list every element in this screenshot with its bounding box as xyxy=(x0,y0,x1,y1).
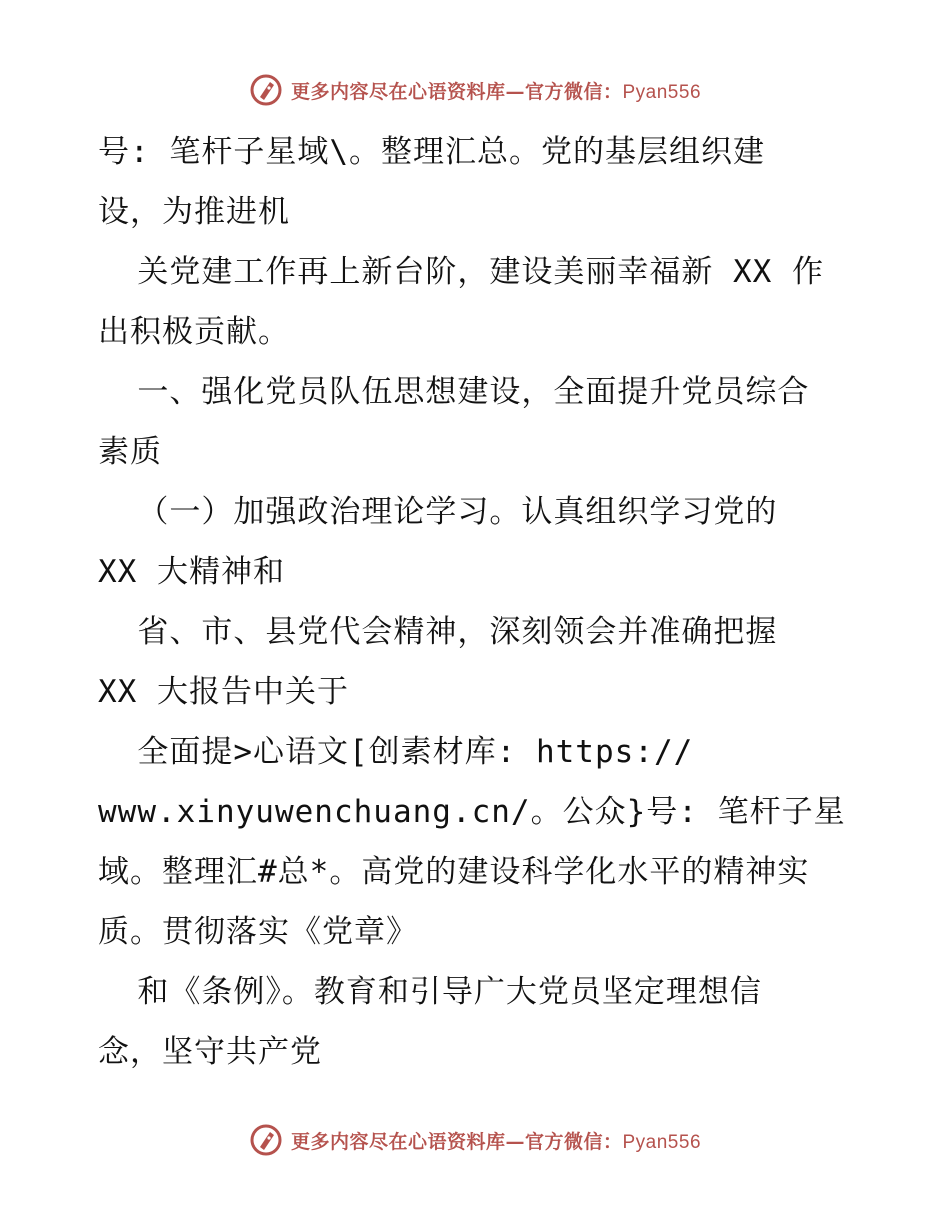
body-line: 质。贯彻落实《党章》 xyxy=(98,914,418,950)
body-line: 设，为推进机 xyxy=(98,194,290,230)
body-line: 和《条例》。教育和引导广大党员坚定理想信 xyxy=(98,974,762,1010)
body-line: www.xinyuwenchuang.cn/。公众}号: 笔杆子星 xyxy=(98,794,846,830)
body-line: 一、强化党员队伍思想建设，全面提升党员综合 xyxy=(98,374,810,410)
body-line: 出积极贡献。 xyxy=(98,314,290,350)
body-line: XX 大精神和 xyxy=(98,554,285,590)
body-line: 念，坚守共产党 xyxy=(98,1034,322,1070)
wechat-id: Pyan556 xyxy=(622,1131,702,1153)
document-body xyxy=(98,122,888,1082)
footer-banner xyxy=(0,1120,950,1160)
body-line: 省、市、县党代会精神，深刻领会并准确把握 xyxy=(98,614,778,650)
body-line: 号: 笔杆子星域\。整理汇总。党的基层组织建 xyxy=(98,134,765,170)
body-line: 素质 xyxy=(98,434,162,470)
wechat-id: Pyan556 xyxy=(622,81,702,103)
pen-nib-circle-icon xyxy=(249,1123,283,1157)
body-line: （一）加强政治理论学习。认真组织学习党的 xyxy=(98,494,778,530)
banner-text: 更多内容尽在心语资料库—官方微信： xyxy=(290,1130,623,1153)
body-line: 域。整理汇#总*。高党的建设科学化水平的精神实 xyxy=(98,854,810,890)
body-line: 关党建工作再上新台阶，建设美丽幸福新 XX 作 xyxy=(98,254,824,290)
header-banner xyxy=(0,70,950,110)
body-line: 全面提>心语文[创素材库: https:// xyxy=(98,734,694,770)
banner-text: 更多内容尽在心语资料库—官方微信： xyxy=(290,80,623,103)
pen-nib-circle-icon xyxy=(249,73,283,107)
body-line: XX 大报告中关于 xyxy=(98,674,349,710)
